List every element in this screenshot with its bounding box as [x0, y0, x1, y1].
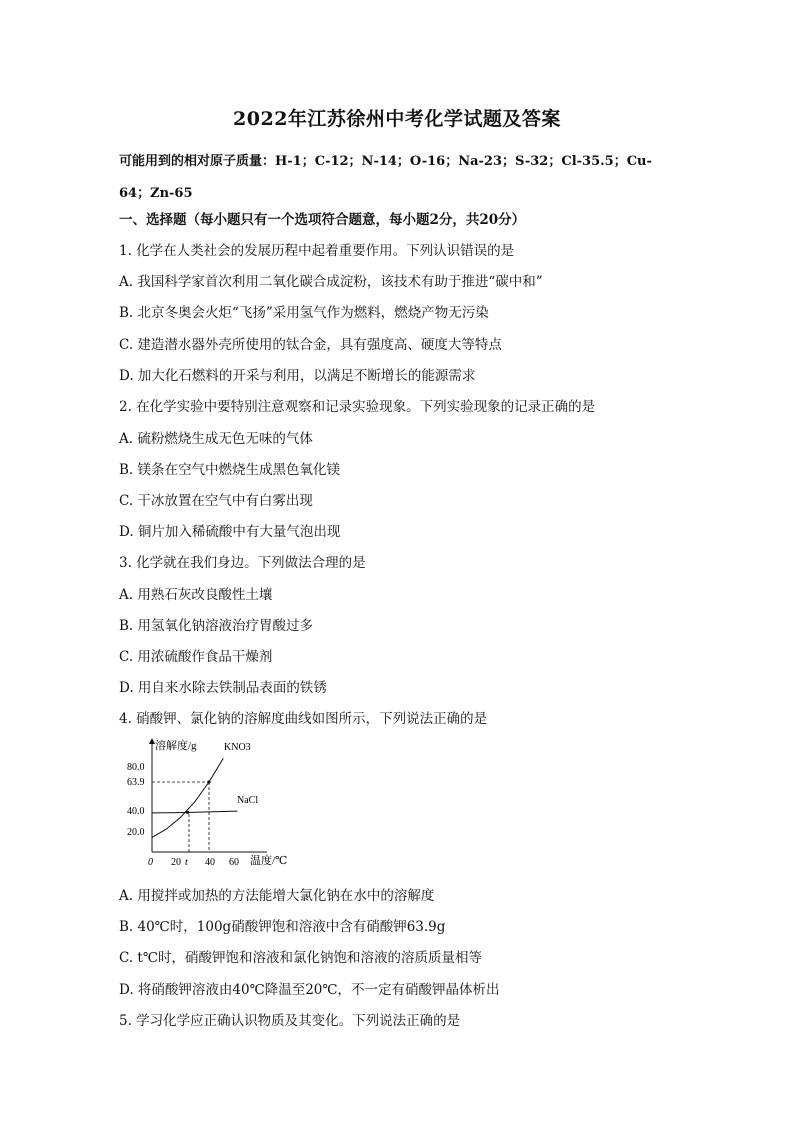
q5-stem: 5. 学习化学应正确认识物质及其变化。下列说法正确的是: [119, 1013, 461, 1029]
q1-option-c: C. 建造潜水器外壳所使用的钛合金，具有强度高、硬度大等特点: [119, 337, 502, 353]
x-tick-label: 40: [205, 857, 215, 868]
q1-option-b: B. 北京冬奥会火炬“飞扬”采用氢气作为燃料，燃烧产物无污染: [119, 305, 489, 321]
y-tick-label: 20.0: [127, 827, 145, 838]
q2-option-b: B. 镁条在空气中燃烧生成黑色氧化镁: [119, 462, 341, 478]
page-title: 2022年江苏徐州中考化学试题及答案: [233, 108, 561, 130]
q1-option-d: D. 加大化石燃料的开采与利用，以满足不断增长的能源需求: [119, 368, 476, 384]
y-tick-label: 40.0: [127, 806, 145, 817]
series-line-nacl: [152, 811, 238, 813]
q3-option-d: D. 用自来水除去铁制品表面的铁锈: [119, 680, 327, 696]
series-label-nacl: NaCl: [237, 795, 259, 806]
x-tick-label: 0: [148, 857, 153, 868]
x-tick-label: 60: [229, 857, 239, 868]
x-axis-label: 温度/℃: [250, 855, 288, 867]
q3-option-c: C. 用浓硫酸作食品干燥剂: [119, 649, 273, 665]
y-axis-label: 溶解度/g: [155, 740, 197, 752]
q1-stem: 1. 化学在人类社会的发展历程中起着重要作用。下列认识错误的是: [119, 243, 515, 259]
section-heading: 一、选择题（每小题只有一个选项符合题意，每小题2分，共20分）: [119, 212, 526, 228]
atomic-mass-note: 可能用到的相对原子质量：H-1；C-12；N-14；O-16；Na-23；S-32；Cl-35.5；Cu-64；Zn-65: [119, 154, 652, 201]
q4-option-d: D. 将硝酸钾溶液由40℃降温至20℃，不一定有硝酸钾晶体析出: [119, 982, 500, 998]
x-tick-label: t: [185, 857, 188, 868]
q4-stem: 4. 硝酸钾、氯化钠的溶解度曲线如图所示，下列说法正确的是: [119, 711, 488, 727]
intersection-point: [186, 811, 189, 814]
q3-option-b: B. 用氢氧化钠溶液治疗胃酸过多: [119, 618, 314, 634]
series-line-kno3: [152, 758, 223, 837]
q4-option-c: C. t℃时，硝酸钾饱和溶液和氯化钠饱和溶液的溶质质量相等: [119, 950, 482, 966]
q3-stem: 3. 化学就在我们身边。下列做法合理的是: [119, 555, 366, 571]
q2-stem: 2. 在化学实验中要特别注意观察和记录实验现象。下列实验现象的记录正确的是: [119, 399, 596, 415]
q4-option-b: B. 40℃时，100g硝酸钾饱和溶液中含有硝酸钾63.9g: [119, 919, 446, 935]
q3-option-a: A. 用熟石灰改良酸性土壤: [119, 587, 273, 603]
q2-option-a: A. 硫粉燃烧生成无色无味的气体: [119, 431, 313, 447]
q4-option-a: A. 用搅拌或加热的方法能增大氯化钠在水中的溶解度: [119, 888, 435, 904]
q1-option-a: A. 我国科学家首次利用二氧化碳合成淀粉，该技术有助于推进“碳中和”: [119, 274, 543, 290]
kno3-40-point: [207, 780, 210, 783]
q2-option-c: C. 干冰放置在空气中有白雾出现: [119, 493, 313, 509]
solubility-chart: [117, 737, 292, 872]
series-label-kno3: KNO3: [224, 742, 251, 753]
q2-option-d: D. 铜片加入稀硫酸中有大量气泡出现: [119, 524, 341, 540]
y-tick-label: 63.9: [127, 777, 145, 788]
y-tick-label: 80.0: [127, 762, 145, 773]
x-tick-label: 20: [171, 857, 181, 868]
